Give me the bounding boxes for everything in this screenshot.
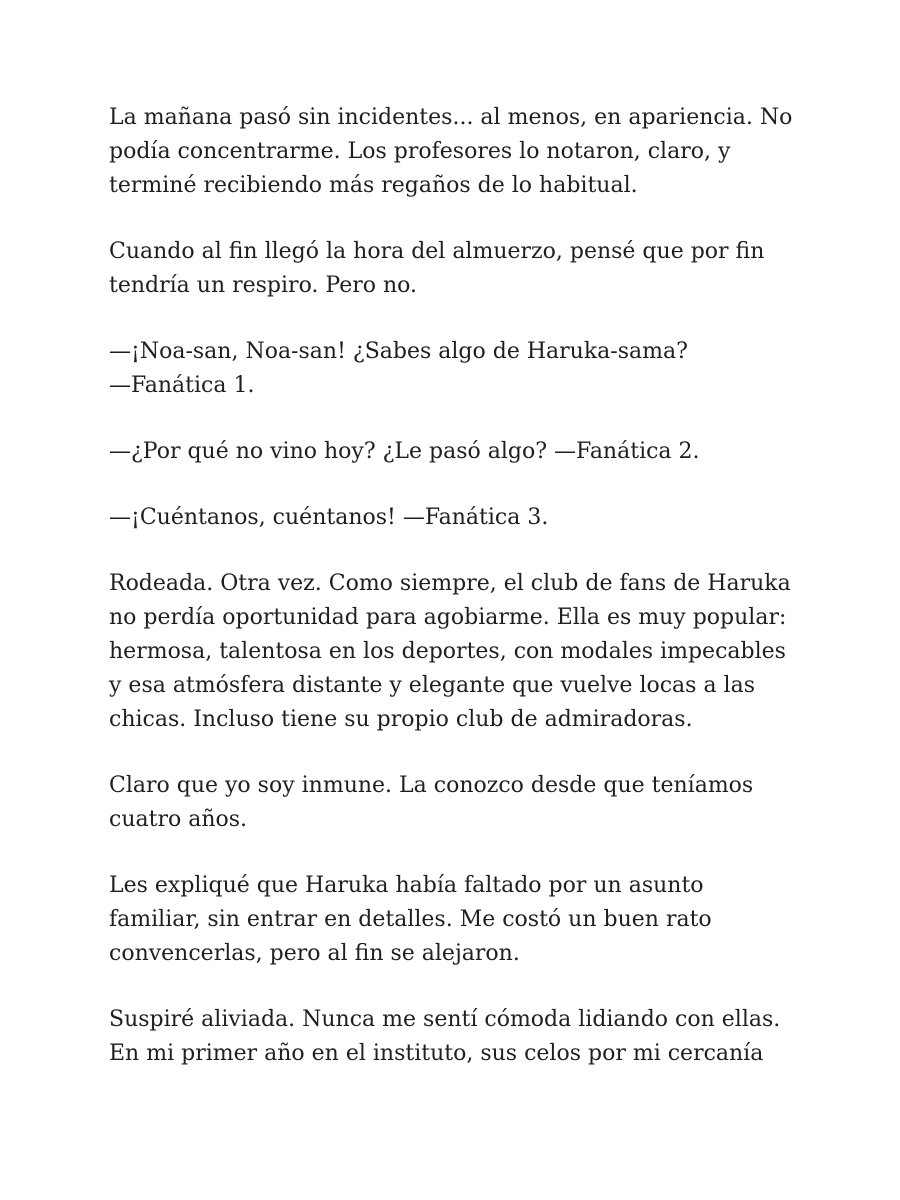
paragraph: —¿Por qué no vino hoy? ¿Le pasó algo? —Fanática 2. <box>109 439 700 464</box>
paragraph: —¡Cuéntanos, cuéntanos! —Fanática 3. <box>109 505 549 530</box>
paragraph: —¡Noa-san, Noa-san! ¿Sabes algo de Haruka-sama? —Fanática 1. <box>109 339 688 398</box>
document-page <box>109 101 809 1103</box>
paragraph: Rodeada. Otra vez. Como siempre, el club de fans de Haruka no perdía oportunidad para agobiarme. Ella es muy popular: hermosa, talentosa en los deportes, con modales impecables y esa atmósfera distante y elegante que vuelve locas a las chicas. Incluso tiene su propio club de admiradoras. <box>109 571 791 732</box>
paragraph: Les expliqué que Haruka había faltado por un asunto familiar, sin entrar en detalles. Me costó un buen rato convencerlas, pero al fin se alejaron. <box>109 873 712 966</box>
paragraph: Suspiré aliviada. Nunca me sentí cómoda lidiando con ellas. En mi primer año en el instituto, sus celos por mi cercanía <box>109 1007 781 1066</box>
paragraph: La mañana pasó sin incidentes... al menos, en apariencia. No podía concentrarme. Los profesores lo notaron, claro, y terminé recibiendo más regaños de lo habitual. <box>109 105 793 198</box>
paragraph: Claro que yo soy inmune. La conozco desde que teníamos cuatro años. <box>109 773 754 832</box>
paragraph: Cuando al fin llegó la hora del almuerzo, pensé que por fin tendría un respiro. Pero no. <box>109 239 765 298</box>
